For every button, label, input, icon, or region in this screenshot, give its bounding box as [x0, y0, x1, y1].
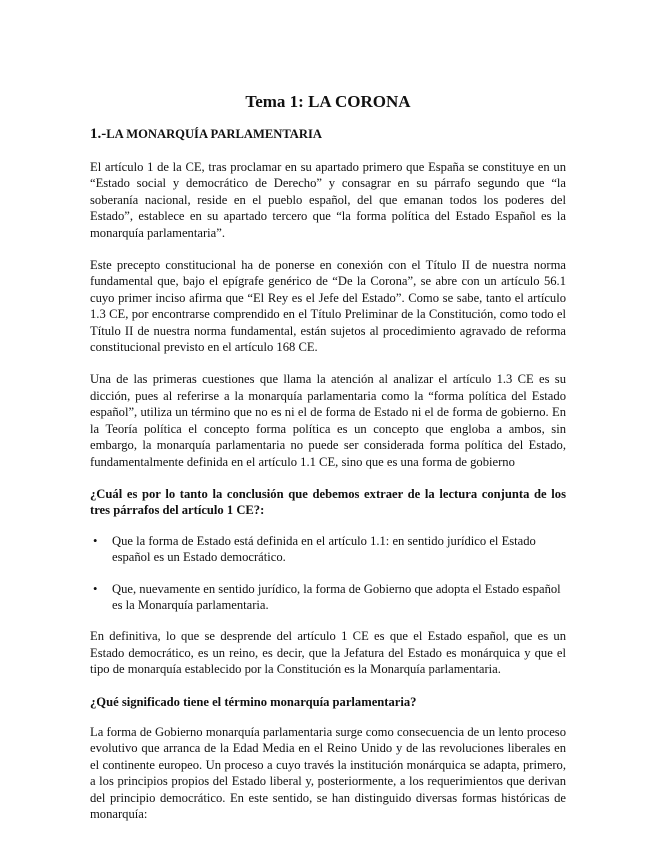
- bullet-icon: •: [93, 533, 98, 548]
- bullet-icon: •: [93, 581, 98, 596]
- list-item: [90, 533, 566, 566]
- paragraph-3: Una de las primeras cuestiones que llama la atención al analizar el artículo 1.3 CE es su dicción, pues al referirse a la monarquía parlamentaria como la “forma política del Estado español”, utiliza un término que no es ni el de forma de Estado ni el de forma de gobierno. En la Teoría política el concepto forma política es un concepto que engloba a ambos, sin embargo, la monarquía parlamentaria no puede ser considerada forma política del Estado, fundamentalmente definida en el artículo 1.1 CE, sino que es una forma de gobierno: [90, 372, 566, 469]
- page-title: Tema 1: LA CORONA: [245, 92, 411, 111]
- list-item-text: Que la forma de Estado está definida en el artículo 1.1: en sentido jurídico el Estado español es un Estado democrático.: [112, 533, 536, 565]
- section-heading: [90, 126, 566, 142]
- paragraph-1: El artículo 1 de la CE, tras proclamar en su apartado primero que España se constituye en un “Estado social y democrático de Derecho” y consagrar en su párrafo segundo que “la soberanía nacional, reside en el pueblo español, del que emanan todos los poderes del Estado”, establece en su apartado tercero que “la forma política del Estado Español es la monarquía parlamentaria”.: [90, 160, 566, 240]
- list-item: [90, 581, 566, 614]
- question-heading-meaning: ¿Qué significado tiene el término monarquía parlamentaria?: [90, 694, 417, 709]
- list-item-text: Que, nuevamente en sentido jurídico, la forma de Gobierno que adopta el Estado español es la Monarquía parlamentaria.: [112, 581, 561, 612]
- bullet-list: [90, 533, 566, 614]
- section-heading-text: LA MONARQUÍA PARLAMENTARIA: [106, 127, 322, 141]
- conclusion-paragraph: En definitiva, lo que se desprende del artículo 1 CE es que el Estado español, que es un Estado democrático, es un reino, es decir, que la Jefatura del Estado es monárquica y que el tipo de monarquía establecido por la Constitución es la Monarquía parlamentaria.: [90, 629, 566, 677]
- section-number: 1.-: [90, 126, 107, 142]
- paragraph-2: Este precepto constitucional ha de ponerse en conexión con el Título II de nuestra norma fundamental que, bajo el epígrafe genérico de “De la Corona”, se abre con un artículo 56.1 cuyo primer inciso afirma que “El Rey es el Jefe del Estado”. Como se sabe, tanto el artículo 1.3 CE, por encontrarse comprendido en el Título Preliminar de la Constitución, como todo el Título II de nuestra norma fundamental, están sujetos al procedimiento agravado de reforma constitucional previsto en el artículo 168 CE.: [90, 258, 566, 355]
- question-heading-conclusion: ¿Cuál es por lo tanto la conclusión que debemos extraer de la lectura conjunta de los tres párrafos del artículo 1 CE?:: [90, 486, 566, 518]
- final-paragraph: La forma de Gobierno monarquía parlamentaria surge como consecuencia de un lento proceso evolutivo que arranca de la Edad Media en el Reino Unido y de las revoluciones liberales en el continente europeo. Un proceso a cuyo través la institución monárquica se adapta, primero, a los principios propios del Estado liberal y, posteriormente, a los requerimientos que derivan del principio democrático. En este sentido, se han distinguido diversas formas históricas de monarquía:: [90, 724, 566, 821]
